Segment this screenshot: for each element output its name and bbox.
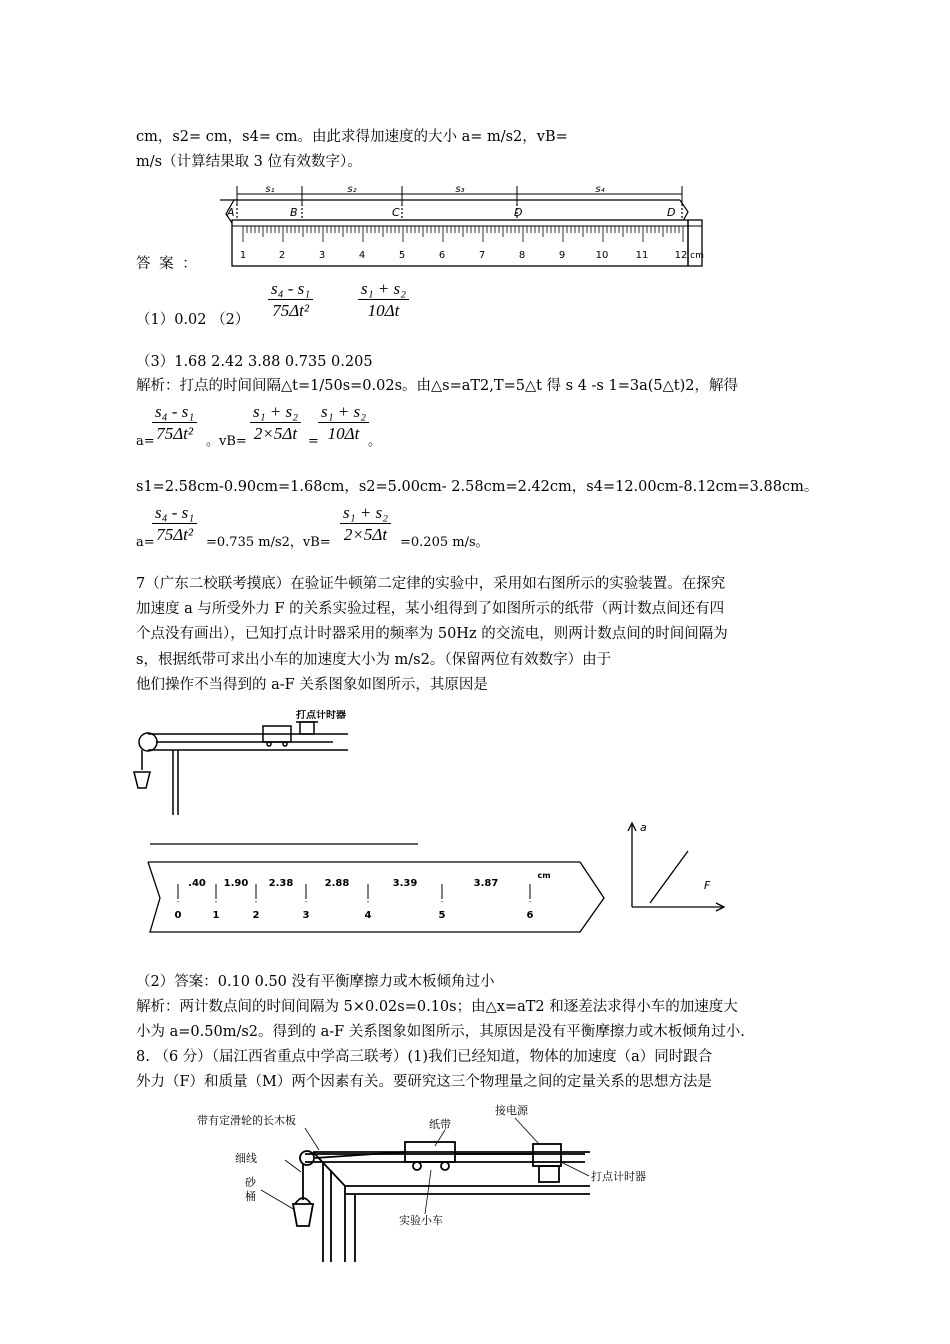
label-timer: 打点计时器 <box>591 1170 646 1183</box>
explanation-7-1: 解析：两计数点间的时间间隔为 5×0.02s=0.10s；由△x=aT2 和逐差法求得小车的加速度大 <box>136 999 738 1015</box>
ruler-number: 12 <box>674 250 688 261</box>
seg-label: s₃ <box>455 184 465 195</box>
answer-label: 答 案 ： <box>136 256 199 272</box>
tape-value: 1.90 <box>223 878 249 889</box>
formula-vb: $\frac{\text{s₁ + s₂}}{10\Delta t}$ <box>358 279 409 320</box>
ruler-number: 8 <box>518 250 526 261</box>
point-label: D <box>667 206 676 219</box>
label-string: 细线 <box>235 1152 257 1165</box>
formula-vb: $\frac{\text{s₁ + s₂}}{10\Delta t}$ <box>318 402 369 443</box>
tape-number: 4 <box>364 910 372 921</box>
label-board: 带有定滑轮的长木板 <box>197 1114 296 1127</box>
eq-sign: = <box>308 434 319 449</box>
vb-result: =0.205 m/s。 <box>400 535 489 550</box>
answer-7: （2）答案：0.10 0.50 没有平衡摩擦力或木板倾角过小 <box>136 974 495 990</box>
tape-value: 2.88 <box>324 878 350 889</box>
ruler-number: 6 <box>438 250 446 261</box>
q7-line-3: 个点没有画出），已知打点计时器采用的频率为 50Hz 的交流电，则两计数点间的时间间隔为 <box>136 626 728 642</box>
formula-a: $\frac{\text{s₄ - s₁}}{\text{75Δt²}}$ <box>152 402 197 443</box>
ruler-number: 4 <box>358 250 366 261</box>
formula-vb-full: $\frac{\text{s₁ + s₂}}{2\times 5\Delta t}$ <box>340 503 391 544</box>
timer-label: 打点计时器 <box>296 710 346 721</box>
answer-1-2: （1）0.02 （2） <box>136 312 250 328</box>
ruler-unit: cm <box>690 251 704 261</box>
a-eq-label: a= <box>136 434 155 449</box>
apparatus-figure <box>128 710 368 820</box>
q8-line-1: 8. （6 分）（届江西省重点中学高三联考）(1)我们已经知道，物体的加速度（a）同时跟合 <box>136 1049 713 1065</box>
label-bucket: 桶 <box>245 1190 256 1203</box>
axis-a-label: a <box>640 821 647 834</box>
ruler-number: 7 <box>478 250 486 261</box>
ruler-number: 9 <box>558 250 566 261</box>
seg-label: s₄ <box>595 184 605 195</box>
q7-line-2: 加速度 a 与所受外力 F 的关系实验过程，某小组得到了如图所示的纸带（两计数点间还有四 <box>136 601 725 617</box>
seg-label: s₂ <box>347 184 357 195</box>
formula-vb-full: $\frac{\text{s₁ + s₂}}{2\times 5\Delta t}$ <box>250 402 301 443</box>
tape-value: 3.39 <box>392 878 418 889</box>
cart-apparatus-figure <box>195 1102 665 1262</box>
point-label: C <box>392 206 400 219</box>
a-result: =0.735 m/s2，vB= <box>206 535 331 550</box>
tape-value: 2.38 <box>268 878 294 889</box>
label-cart: 实验小车 <box>399 1214 443 1227</box>
tape-number: 1 <box>212 910 220 921</box>
tape-number: 2 <box>252 910 260 921</box>
a-eq-label: a= <box>136 535 155 550</box>
s-values-line: s1=2.58cm-0.90cm=1.68cm，s2=5.00cm- 2.58cm=2.42cm，s4=12.00cm-8.12cm=3.88cm。 <box>136 479 819 495</box>
tape-number: 3 <box>302 910 310 921</box>
ruler-number: 3 <box>318 250 326 261</box>
q8-line-2: 外力（F）和质量（M）两个因素有关。要研究这三个物理量之间的定量关系的思想方法是 <box>136 1074 712 1090</box>
ruler-figure <box>212 182 722 272</box>
ruler-number: 1 <box>239 250 247 261</box>
a-f-graph <box>620 815 730 915</box>
ruler-number: 11 <box>635 250 649 261</box>
answer-3: （3）1.68 2.42 3.88 0.735 0.205 <box>136 354 373 370</box>
ruler-number: 5 <box>398 250 406 261</box>
tape-number: 6 <box>526 910 534 921</box>
tape-unit: cm <box>537 871 551 880</box>
text-line-2: m/s（计算结果取 3 位有效数字）。 <box>136 154 362 170</box>
seg-label: s₁ <box>265 184 275 195</box>
point-label: D <box>514 206 523 219</box>
q7-line-1: 7（广东二校联考摸底）在验证牛顿第二定律的实验中，采用如右图所示的实验装置。在探究 <box>136 576 726 592</box>
tape-value: .40 <box>188 878 206 889</box>
tape-value: 3.87 <box>473 878 499 889</box>
axis-f-label: F <box>704 879 711 892</box>
explanation-1: 解析：打点的时间间隔△t=1/50s=0.02s。由△s=aT2,T=5△t 得 s 4 -s 1=3a(5△t)2，解得 <box>136 378 738 394</box>
paper-tape-figure <box>140 838 610 938</box>
ruler-number: 2 <box>278 250 286 261</box>
q7-line-4: s，根据纸带可求出小车的加速度大小为 m/s2。（保留两位有效数字）由于 <box>136 652 612 668</box>
text-line-1: cm，s2= cm，s4= cm。由此求得加速度的大小 a= m/s2，vB= <box>136 129 568 145</box>
point-label: A <box>227 206 235 219</box>
tape-number: 0 <box>174 910 182 921</box>
label-bucket: 砂 <box>245 1176 256 1189</box>
q7-line-5: 他们操作不当得到的 a-F 关系图象如图所示，其原因是 <box>136 677 488 693</box>
period: 。 <box>368 434 382 449</box>
formula-a: $\frac{\text{s₄ - s₁}}{\text{75Δt²}}$ <box>152 503 197 544</box>
vb-eq-label: 。vB= <box>206 434 247 449</box>
tape-number: 5 <box>438 910 446 921</box>
point-label: B <box>290 206 298 219</box>
label-tape: 纸带 <box>429 1118 451 1131</box>
explanation-7-2: 小为 a=0.50m/s2。得到的 a-F 关系图象如图所示，其原因是没有平衡摩擦力或木板倾角过小. <box>136 1024 745 1040</box>
ruler-number: 10 <box>595 250 609 261</box>
label-power: 接电源 <box>495 1104 528 1117</box>
formula-a: $\frac{\text{s₄ - s₁}}{\text{75Δt²}}$ <box>268 279 313 320</box>
